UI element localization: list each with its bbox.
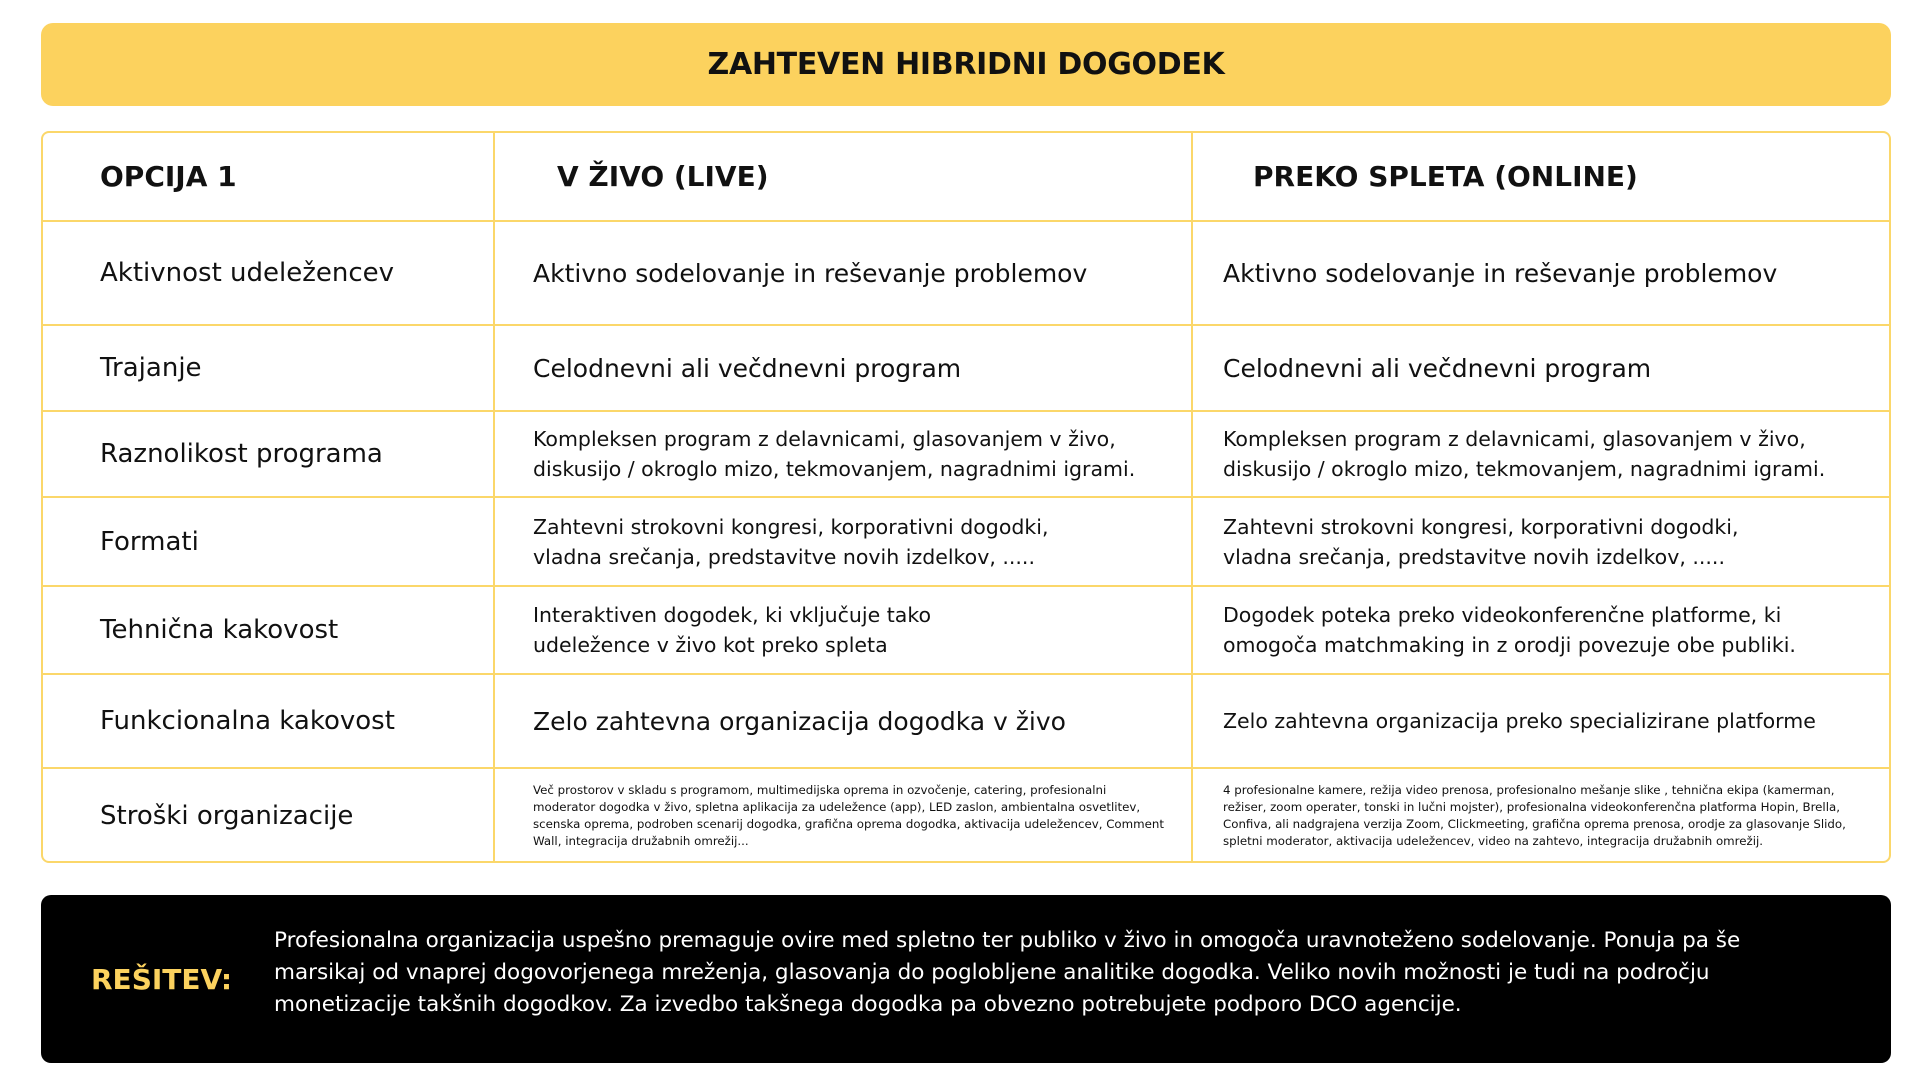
row-label: Formati bbox=[43, 497, 494, 586]
live-cell: Kompleksen program z delavnicami, glasovanjem v živo, diskusijo / okroglo mizo, tekmovanjem, nagradnimi igrami. bbox=[494, 411, 1192, 497]
online-cell: Celodnevni ali večdnevni program bbox=[1192, 325, 1889, 411]
live-cell: Celodnevni ali večdnevni program bbox=[494, 325, 1192, 411]
comparison-table bbox=[41, 131, 1891, 863]
table-row bbox=[43, 674, 1889, 768]
table-row bbox=[43, 325, 1889, 411]
table-row bbox=[43, 768, 1889, 863]
solution-label: REŠITEV: bbox=[91, 962, 233, 996]
table-row bbox=[43, 586, 1889, 674]
row-label: Stroški organizacije bbox=[43, 768, 494, 863]
row-label: Funkcionalna kakovost bbox=[43, 674, 494, 768]
online-cell: Kompleksen program z delavnicami, glasovanjem v živo, diskusijo / okroglo mizo, tekmovanjem, nagradnimi igrami. bbox=[1192, 411, 1889, 497]
solution-text: Profesionalna organizacija uspešno premaguje ovire med spletno ter publiko v živo in omogoča uravnoteženo sodelovanje. Ponuja pa še marsikaj od vnaprej dogovorjenega mreženja, glasovanja do poglobljene analitike dogodka. Veliko novih možnosti je tudi na področju monetizacije takšnih dogodkov. Za izvedbo takšnega dogodka pa obvezno potrebujete podporo DCO agencije. bbox=[274, 928, 1741, 1017]
row-label: Aktivnost udeležencev bbox=[43, 221, 494, 325]
row-label: Raznolikost programa bbox=[43, 411, 494, 497]
live-cell: Več prostorov v skladu s programom, multimedijska oprema in ozvočenje, catering, profesionalni moderator dogodka v živo, spletna aplikacija za udeležence (app), LED zaslon, ambientalna osvetlitev, scenska oprema, podroben scenarij dogodka, grafična oprema dogodka, aktivacija udeležencev, Comment Wall, integracija družabnih omrežij... bbox=[494, 768, 1192, 863]
table-row bbox=[43, 411, 1889, 497]
solution-box bbox=[41, 895, 1891, 1063]
page-title: ZAHTEVEN HIBRIDNI DOGODEK bbox=[707, 47, 1225, 82]
table-row bbox=[43, 221, 1889, 325]
header-live: V ŽIVO (LIVE) bbox=[494, 133, 1192, 221]
live-cell: Zahtevni strokovni kongresi, korporativni dogodki, vladna srečanja, predstavitve novih izdelkov, ..... bbox=[494, 497, 1192, 586]
live-cell: Aktivno sodelovanje in reševanje problemov bbox=[494, 221, 1192, 325]
online-cell: 4 profesionalne kamere, režija video prenosa, profesionalno mešanje slike , tehnična ekipa (kamerman, režiser, zoom operater, tonski in lučni mojster), profesionalna videokonferenčna platforma Hopin, Brella, Confiva, ali nadgrajena verzija Zoom, Clickmeeting, grafična oprema prenosa, orodje za glasovanje Slido, spletni moderator, aktivacija udeležencev, video na zahtevo, integracija družabnih omrežij. bbox=[1192, 768, 1889, 863]
row-label: Tehnična kakovost bbox=[43, 586, 494, 674]
live-cell: Zelo zahtevna organizacija dogodka v živo bbox=[494, 674, 1192, 768]
row-label: Trajanje bbox=[43, 325, 494, 411]
online-cell: Zelo zahtevna organizacija preko specializirane platforme bbox=[1192, 674, 1889, 768]
table-row bbox=[43, 497, 1889, 586]
online-cell: Zahtevni strokovni kongresi, korporativni dogodki, vladna srečanja, predstavitve novih izdelkov, ..... bbox=[1192, 497, 1889, 586]
title-banner bbox=[41, 23, 1891, 106]
header-online: PREKO SPLETA (ONLINE) bbox=[1192, 133, 1889, 221]
live-cell: Interaktiven dogodek, ki vključuje tako udeležence v živo kot preko spleta bbox=[494, 586, 1192, 674]
table-header-row bbox=[43, 133, 1889, 221]
online-cell: Dogodek poteka preko videokonferenčne platforme, ki omogoča matchmaking in z orodji povezuje obe publiki. bbox=[1192, 586, 1889, 674]
online-cell: Aktivno sodelovanje in reševanje problemov bbox=[1192, 221, 1889, 325]
header-option: OPCIJA 1 bbox=[43, 133, 494, 221]
